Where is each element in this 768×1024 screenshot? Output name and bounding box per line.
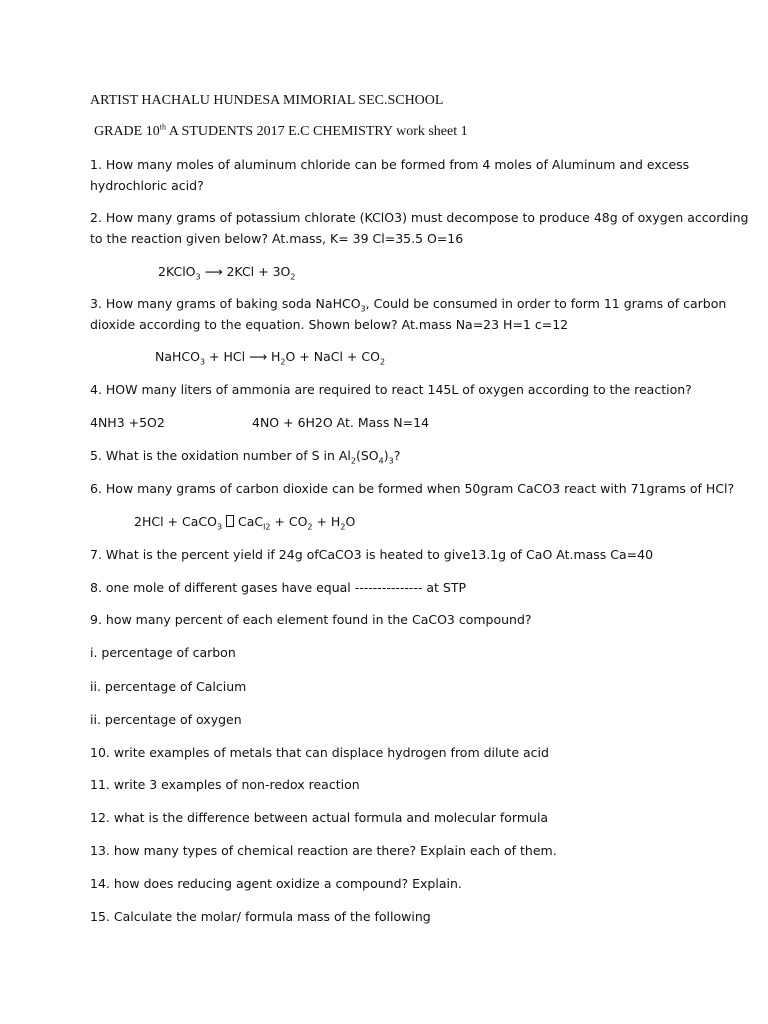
question-3-line-1: 3. How many grams of baking soda NaHCO$_3$, Could be consumed in order to form 11 grams of carbon (90, 296, 727, 314)
question-8: 8. one mole of different gases have equal --------------- at STP (90, 580, 467, 595)
grade-heading: GRADE 10th A STUDENTS 2017 E.C CHEMISTRY work sheet 1 (94, 122, 468, 139)
question-14: 14. how does reducing agent oxidize a compound? Explain. (90, 876, 462, 891)
question-7: 7. What is the percent yield if 24g ofCaCO3 is heated to give13.1g of CaO At.mass Ca=40 (90, 547, 654, 562)
question-1-line-1: 1. How many moles of aluminum chloride can be formed from 4 moles of Aluminum and excess (90, 157, 690, 172)
missing-glyph-box-icon (226, 515, 234, 527)
question-9-part-ii: ii. percentage of Calcium (90, 679, 247, 694)
school-name: ARTIST HACHALU HUNDESA MIMORIAL SEC.SCHOOL (90, 93, 444, 108)
equation-3: NaHCO$_3$ + HCl ⟶ $H_2O$ + NaCl + $CO_2$ (155, 349, 386, 367)
question-6: 6. How many grams of carbon dioxide can be formed when 50gram CaCO3 react with 71grams of HCl? (90, 481, 735, 496)
question-11: 11. write 3 examples of non-redox reaction (90, 777, 360, 792)
question-2-line-2: to the reaction given below? At.mass, K= 39 Cl=35.5 O=16 (90, 231, 464, 246)
question-9: 9. how many percent of each element found in the CaCO3 compound? (90, 612, 532, 627)
question-12: 12. what is the difference between actual formula and molecular formula (90, 810, 549, 825)
equation-6: 2HCl + CaCO$_3$ $CaC_{l2} + CO_2 + H_2O$ (134, 514, 356, 532)
question-4: 4. HOW many liters of ammonia are required to react 145L of oxygen according to the reaction? (90, 382, 692, 397)
question-10: 10. write examples of metals that can displace hydrogen from dilute acid (90, 745, 549, 760)
question-9-part-iii: ii. percentage of oxygen (90, 712, 242, 727)
question-5: 5. What is the oxidation number of S in $Al_2(SO_4)_3$? (90, 448, 401, 466)
question-1-line-2: hydrochloric acid? (90, 178, 204, 193)
equation-4-reactants: 4NH3 +5O2 (90, 415, 165, 430)
question-2-line-1: 2. How many grams of potassium chlorate (KClO3) must decompose to produce 48g of oxygen according (90, 210, 749, 225)
question-13: 13. how many types of chemical reaction are there? Explain each of them. (90, 843, 557, 858)
question-9-part-i: i. percentage of carbon (90, 645, 236, 660)
question-15: 15. Calculate the molar/ formula mass of the following (90, 909, 431, 924)
question-3-line-2: dioxide according to the equation. Shown below? At.mass Na=23 H=1 c=12 (90, 317, 569, 332)
equation-2: 2KClO$_3$ ⟶ $2KCl + 3O_2$ (158, 264, 296, 282)
equation-4-products: 4NO + 6H2O At. Mass N=14 (252, 415, 430, 430)
